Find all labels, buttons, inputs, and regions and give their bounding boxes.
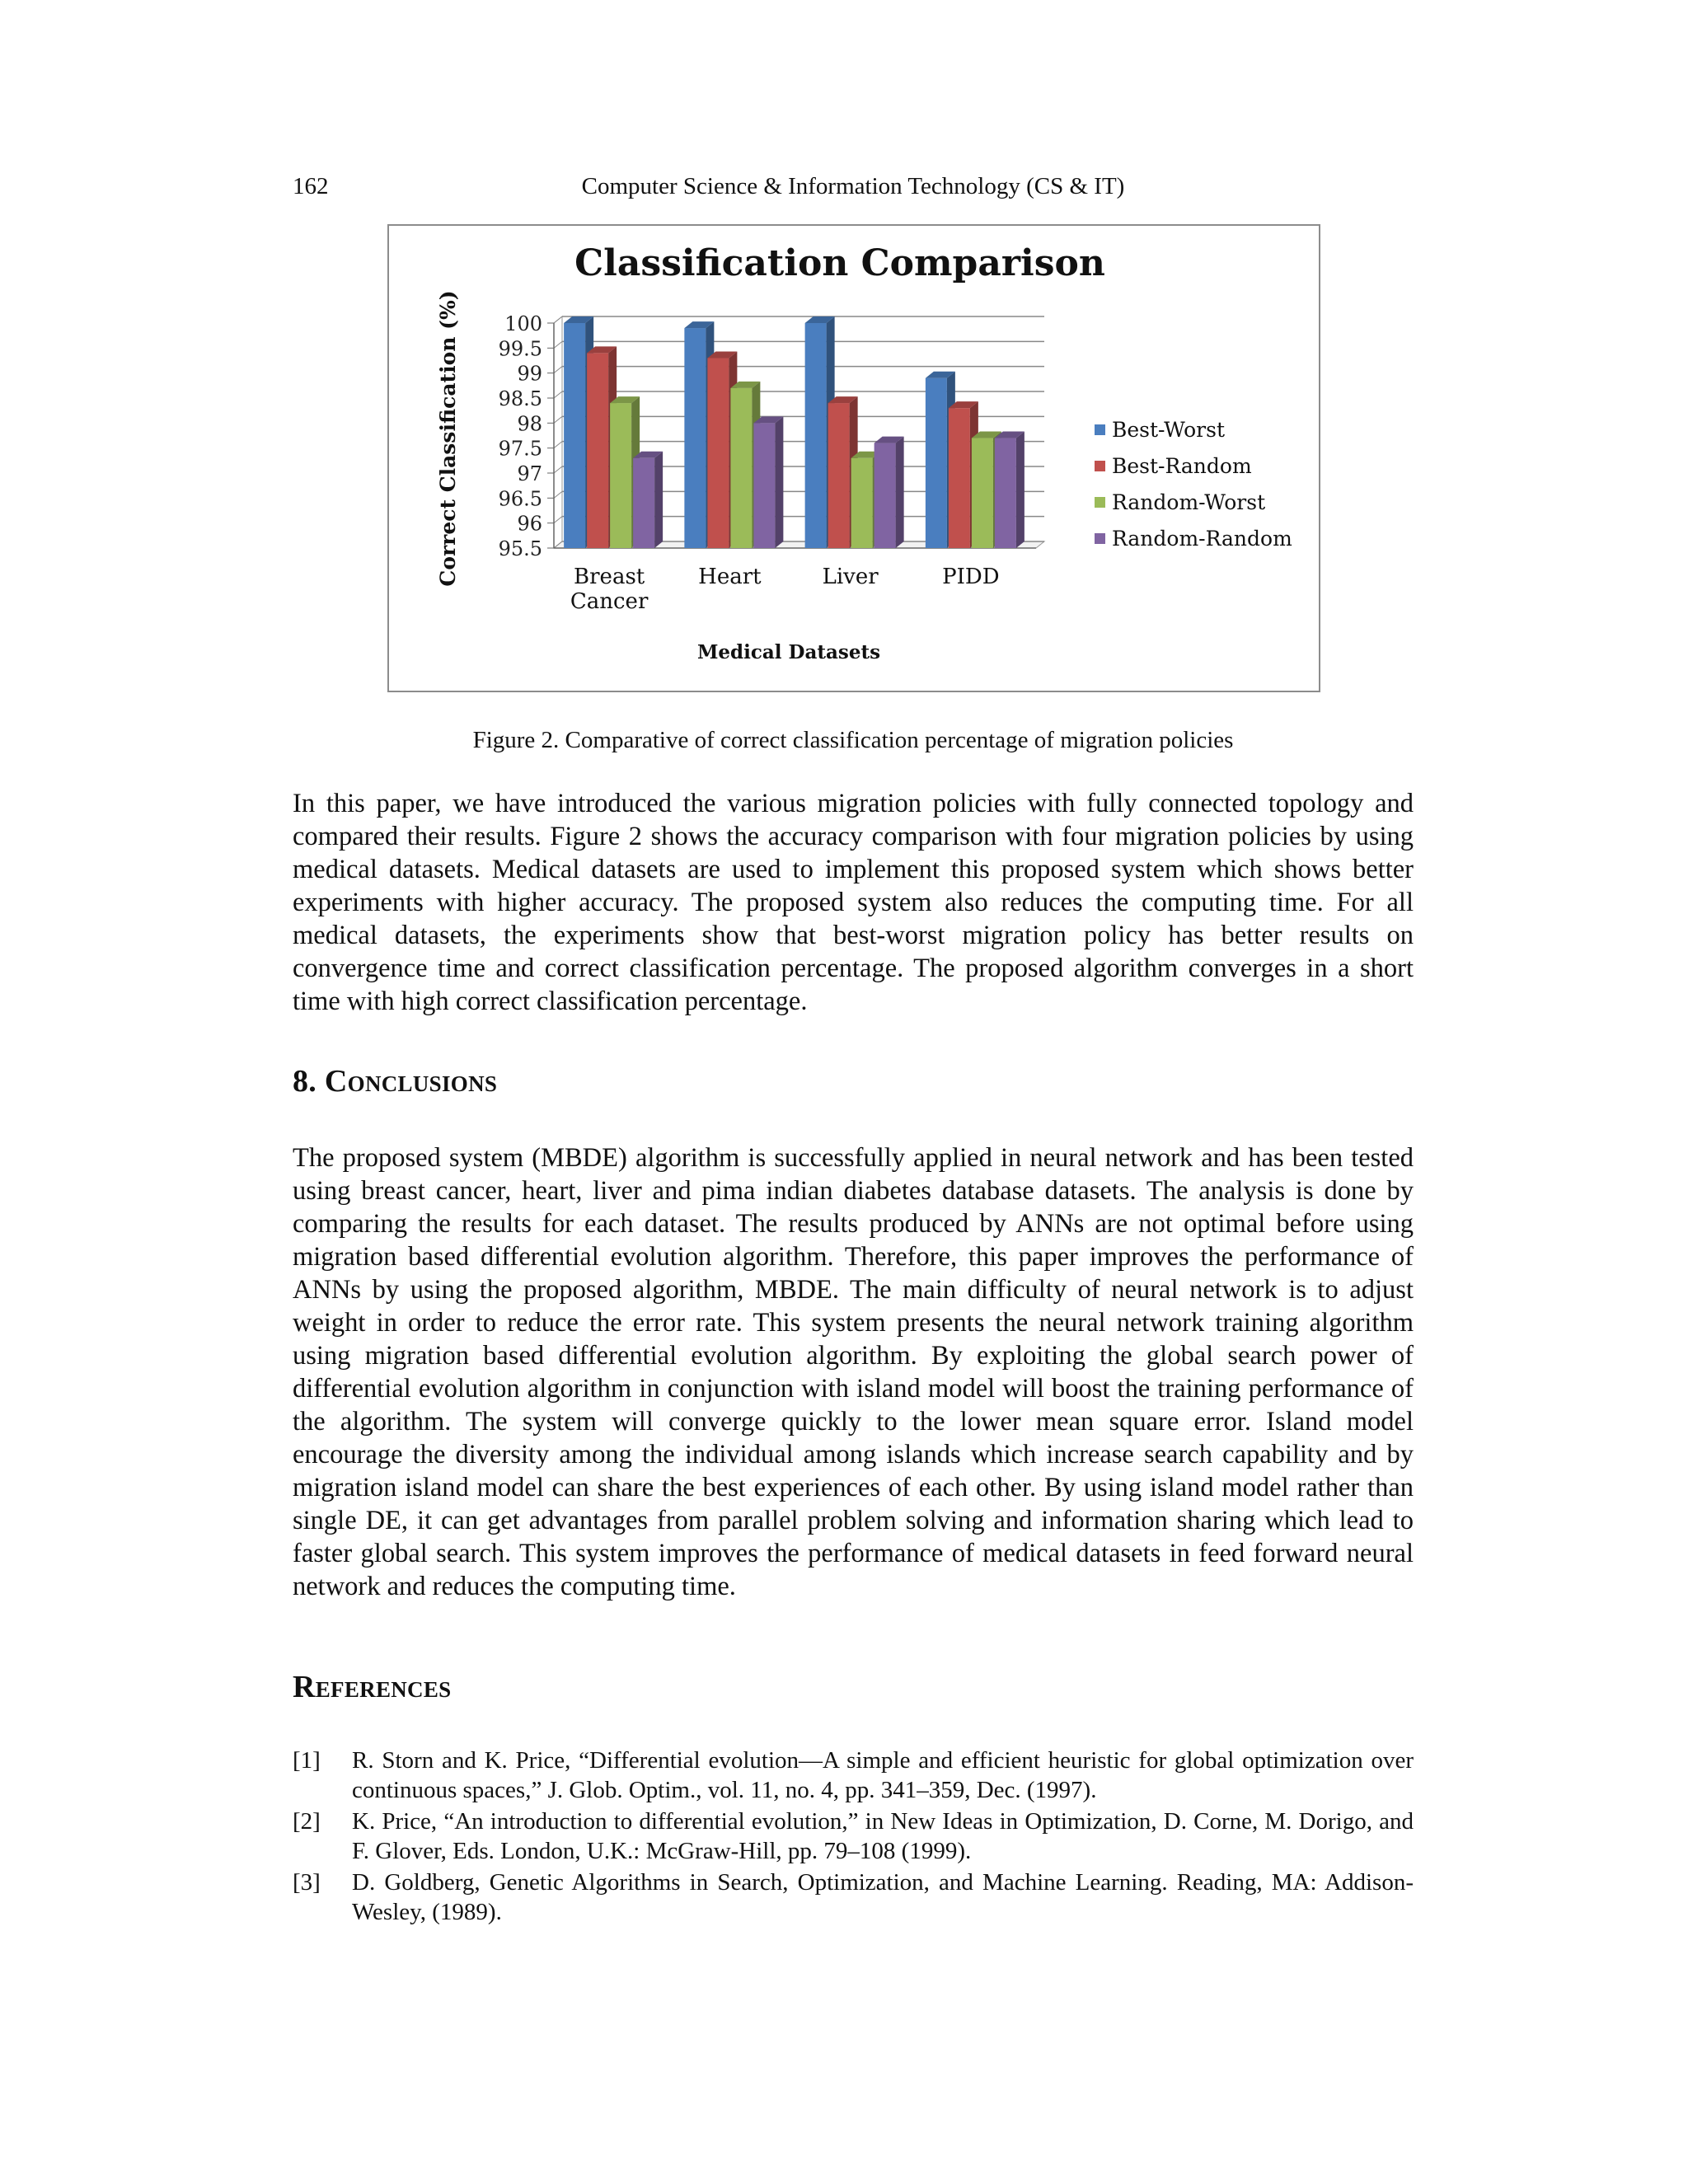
x-axis-label: Medical Datasets: [696, 641, 881, 663]
figure-caption: Figure 2. Comparative of correct classification percentage of migration policies: [472, 727, 1234, 753]
y-tick-label: 96.5: [498, 487, 542, 511]
bar-best-random: [949, 408, 970, 548]
y-tick-label: 96: [517, 512, 542, 536]
x-tick-label: Breast: [574, 565, 645, 589]
page-number: 162: [293, 173, 329, 199]
figure-2-chart: [387, 224, 1320, 692]
y-tick-label: 97: [517, 462, 542, 485]
bar-side-random-random: [775, 416, 783, 548]
reference-number: [3]: [293, 1869, 321, 1896]
bar-best-worst: [564, 323, 585, 548]
conclusions-paragraph: The proposed system (MBDE) algorithm is successfully applied in neural network and has been tested using breast cancer, heart, liver and pima indian diabetes database datasets. The analysis is done by comparing the results for each dataset. The results produced by ANNs are not optimal before using migration based differential evolution algorithm. Therefore, this paper improves the performance of ANNs by using the proposed algorithm, MBDE. The main difficulty of neural network is to adjust weight in order to reduce the error rate. This system presents the neural network training algorithm using migration based differential evolution algorithm. By exploiting the global search power of differential evolution algorithm in conjunction with island model will boost the training performance of the algorithm. The system will converge quickly to the lower mean square error. Island model encourage the diversity among the individual among islands which increase search capability and by migration island model can share the best experiences of each other. By using island model rather than single DE, it can get advantages from parallel problem solving and information sharing which lead to faster global search. This system improves the performance of medical datasets in feed forward neural network and reduces the computing time.: [293, 1143, 1414, 1601]
x-tick-label: Heart: [698, 565, 762, 589]
reference-number: [2]: [293, 1808, 321, 1835]
x-tick-label: PIDD: [942, 565, 1000, 589]
bar-random-random: [995, 438, 1016, 548]
chart-side-wall: [554, 316, 562, 548]
classification-comparison-chart: [389, 226, 1319, 691]
y-tick-label: 97.5: [498, 437, 542, 461]
conclusions-heading: 8. Conclusions: [293, 1064, 498, 1099]
bar-random-worst: [730, 388, 752, 548]
legend-label: Best-Random: [1112, 454, 1252, 478]
references-heading: References: [293, 1670, 452, 1704]
y-tick-label: 99.5: [498, 337, 542, 361]
legend-swatch: [1095, 533, 1105, 544]
bar-random-worst: [972, 438, 993, 548]
legend-label: Random-Random: [1112, 527, 1292, 551]
bar-best-worst: [926, 378, 947, 548]
references-list: [293, 1746, 1414, 1929]
x-tick-label: Liver: [822, 565, 879, 589]
reference-text: K. Price, “An introduction to differential evolution,” in New Ideas in Optimization, D. Corne, M. Dorigo, and F. Glover, Eds. London, U.K.: McGraw-Hill, pp. 79–108 (1999).: [352, 1808, 1414, 1864]
reference-item: [293, 1746, 1414, 1805]
bar-best-worst: [684, 328, 706, 548]
y-tick-label: 100: [504, 312, 542, 335]
x-tick-label: Cancer: [570, 589, 649, 614]
reference-text: R. Storn and K. Price, “Differential evolution—A simple and efficient heuristic for global optimization over continuous spaces,” J. Glob. Optim., vol. 11, no. 4, pp. 341–359, Dec. (1997).: [352, 1747, 1414, 1803]
y-tick-label: 95.5: [498, 537, 542, 560]
reference-item: [293, 1807, 1414, 1866]
reference-text: D. Goldberg, Genetic Algorithms in Search, Optimization, and Machine Learning. Reading, MA: Addison-Wesley, (1989).: [352, 1869, 1414, 1925]
bar-best-worst: [805, 323, 827, 548]
running-title: Computer Science & Information Technology (CS & IT): [581, 173, 1125, 199]
bar-random-worst: [610, 403, 631, 548]
y-tick-label: 99: [517, 362, 542, 386]
bar-random-worst: [851, 458, 873, 548]
legend-label: Best-Worst: [1112, 418, 1225, 442]
intro-paragraph: In this paper, we have introduced the various migration policies with fully connected topology and compared their results. Figure 2 shows the accuracy comparison with four migration policies by using medical datasets. Medical datasets are used to implement this proposed system which shows better experiments with higher accuracy. The proposed system also reduces the computing time. For all medical datasets, the experiments show that best-worst migration policy has better results on convergence time and correct classification percentage. The proposed algorithm converges in a short time with high correct classification percentage.: [293, 789, 1414, 1016]
bar-random-random: [633, 458, 654, 548]
y-tick-label: 98: [517, 412, 542, 436]
bar-random-random: [753, 423, 775, 548]
legend-swatch: [1095, 497, 1105, 508]
y-axis-label: Correct Classification (%): [436, 290, 460, 587]
bar-side-random-random: [896, 437, 904, 548]
chart-title: Classification Comparison: [574, 242, 1105, 284]
legend-label: Random-Worst: [1112, 490, 1266, 514]
page-header: [293, 173, 1414, 206]
bar-best-random: [707, 358, 729, 548]
y-tick-label: 98.5: [498, 387, 542, 410]
bar-side-random-random: [654, 452, 663, 548]
bar-best-random: [828, 403, 850, 548]
reference-number: [1]: [293, 1747, 321, 1774]
bar-side-random-random: [1016, 432, 1025, 548]
bar-random-random: [874, 443, 896, 548]
bar-best-random: [587, 353, 608, 548]
legend-swatch: [1095, 461, 1105, 471]
legend-swatch: [1095, 424, 1105, 435]
reference-item: [293, 1868, 1414, 1927]
